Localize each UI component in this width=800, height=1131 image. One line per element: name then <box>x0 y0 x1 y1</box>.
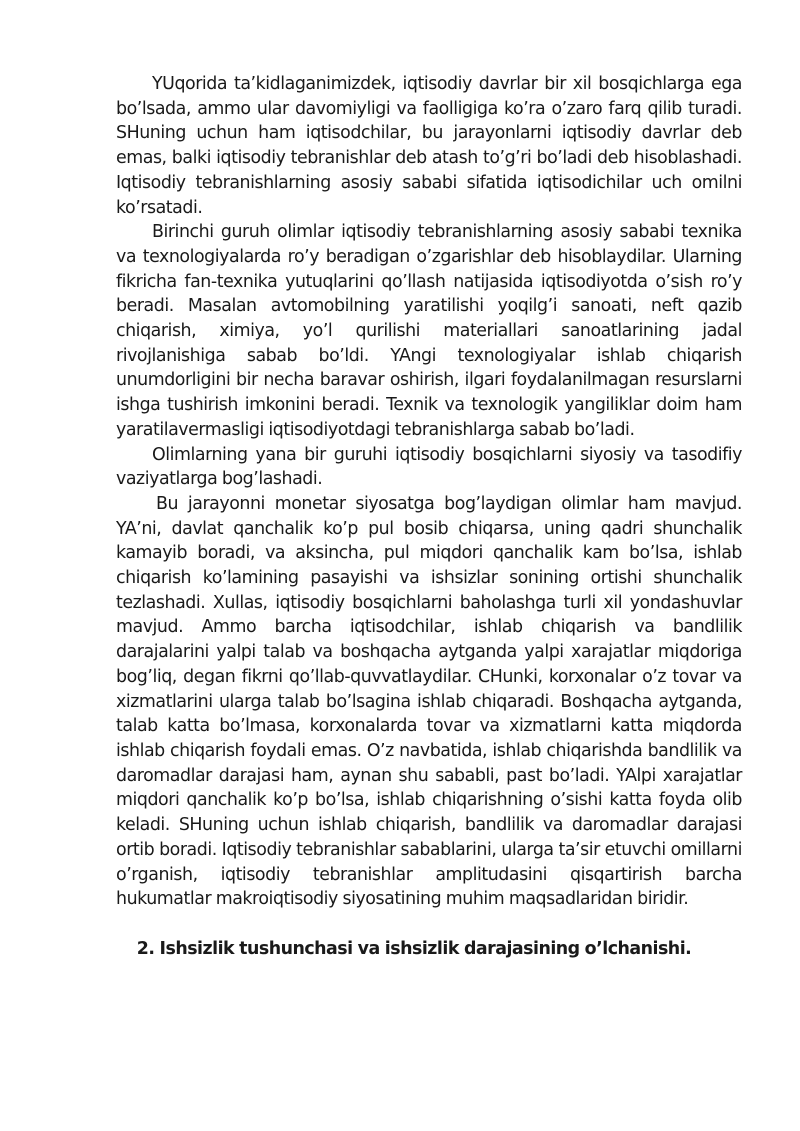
paragraph-technology-cause: Birinchi guruh olimlar iqtisodiy tebranishlarning asosiy sababi texnika va texnologiyalarda ro’y beradigan o’zgarishlar deb hisoblaydilar. Ularning fikricha fan-texnika yutuqlarini qo’llash natijasida iqtisodiyotda o’sish ro’y beradi. Masalan avtomobilning yaratilishi yoqilg’i sanoati, neft qazib chiqarish, ximiya, yo’l qurilishi materiallari sanoatlarining jadal rivojlanishiga sabab bo’ldi. YAngi texnologiyalar ishlab chiqarish unumdorligini bir necha baravar oshirish, ilgari foydalanilmagan resurslarni ishga tushirish imkonini beradi. Texnik va texnologik yangiliklar doim ham yaratilavermasligi iqtisodiyotdagi tebranishlarga sabab bo’ladi. <box>116 222 742 440</box>
document-page <box>116 72 742 962</box>
paragraph-intro: YUqorida ta’kidlaganimizdek, iqtisodiy davrlar bir xil bosqichlarga ega bo’lsada, ammo ular davomiyligi va faolligiga ko’ra o’zaro farq qilib turadi. SHuning uchun ham iqtisodchilar, bu jarayonlarni iqtisodiy davrlar deb emas, balki iqtisodiy tebranishlar deb atash to’g’ri bo’ladi deb hisoblashadi. Iqtisodiy tebranishlarning asosiy sababi sifatida iqtisodichilar uch omilni ko’rsatadi. <box>116 74 742 218</box>
section-heading: 2. Ishsizlik tushunchasi va ishsizlik darajasining o’lchanishi. <box>136 938 692 959</box>
paragraph-political-cause: Olimlarning yana bir guruhi iqtisodiy bosqichlarni siyosiy va tasodifiy vaziyatlarga bog’lashadi. <box>116 444 742 490</box>
paragraph-monetary-cause: Bu jarayonni monetar siyosatga bog’laydigan olimlar ham mavjud. YA’ni, davlat qanchalik ko’p pul bosib chiqarsa, uning qadri shunchalik kamayib boradi, va aksincha, pul miqdori qanchalik kam bo’lsa, ishlab chiqarish ko’lamining pasayishi va ishsizlar sonining ortishi shunchalik tezlashadi. Xullas, iqtisodiy bosqichlarni baholashga turli xil yondashuvlar mavjud. Ammo barcha iqtisodchilar, ishlab chiqarish va bandlilik darajalarini yalpi talab va boshqacha aytganda yalpi xarajatlar miqdoriga bog’liq, degan fikrni qo’llab-quvvatlaydilar. CHunki, korxonalar o’z tovar va xizmatlarini ularga talab bo’lsagina ishlab chiqaradi. Boshqacha aytganda, talab katta bo’lmasa, korxonalarda tovar va xizmatlarni katta miqdorda ishlab chiqarish foydali emas. O’z navbatida, ishlab chiqarishda bandlilik va daromadlar darajasi ham, aynan shu sababli, past bo’ladi. YAlpi xarajatlar miqdori qanchalik ko’p bo’lsa, ishlab chiqarishning o’sishi katta foyda olib keladi. SHuning uchun ishlab chiqarish, bandlilik va daromadlar darajasi ortib boradi. Iqtisodiy tebranishlar sabablarini, ularga ta’sir etuvchi omillarni o’rganish, iqtisodiy tebranishlar amplitudasini qisqartirish barcha hukumatlar makroiqtisodiy siyosatining muhim maqsadlaridan biridir. <box>116 493 742 910</box>
